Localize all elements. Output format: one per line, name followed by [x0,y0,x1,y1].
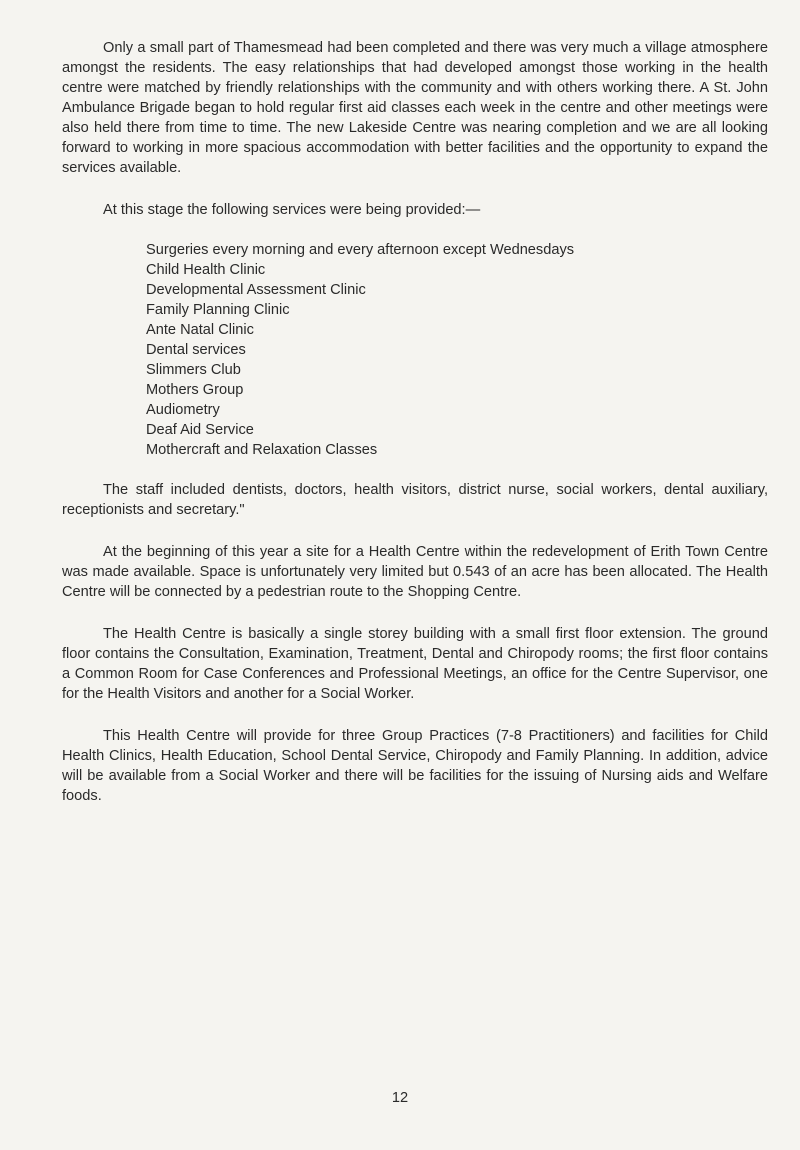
paragraph-thamesmead: Only a small part of Thamesmead had been completed and there was very much a village atmosphere amongst the residents. The easy relationships that had developed amongst those working in the health centre were matched by friendly relationships with the community and with others working there. A St. John Ambulance Brigade began to hold regular first aid classes each week in the centre and other meetings were also held there from time to time. The new Lakeside Centre was nearing completion and we are all looking forward to working in more spacious accommodation with better facilities and the opportunity to expand the services available. [62,40,768,176]
service-item: Mothers Group [146,382,244,398]
service-item: Family Planning Clinic [146,302,290,318]
paragraph-staff: The staff included dentists, doctors, health visitors, district nurse, social workers, dental auxiliary, receptionists and secretary." [62,482,768,518]
service-item: Deaf Aid Service [146,422,254,438]
services-intro: At this stage the following services were being provided:— [103,202,481,218]
service-item: Mothercraft and Relaxation Classes [146,442,378,458]
service-item: Child Health Clinic [146,262,266,278]
service-item: Developmental Assessment Clinic [146,282,366,298]
services-list [146,240,768,460]
service-item: Audiometry [146,402,220,418]
paragraph-building: The Health Centre is basically a single storey building with a small first floor extension. The ground floor contains the Consultation, Examination, Treatment, Dental and Chiropody rooms; the first floor contains a Common Room for Case Conferences and Professional Meetings, an office for the Centre Supervisor, one for the Health Visitors and another for a Social Worker. [62,626,768,702]
service-item: Ante Natal Clinic [146,322,254,338]
paragraph-provision: This Health Centre will provide for three Group Practices (7-8 Practitioners) and facilities for Child Health Clinics, Health Education, School Dental Service, Chiropody and Family Planning. In addition, advice will be available from a Social Worker and there will be facilities for the issuing of Nursing aids and Welfare foods. [62,728,768,804]
document-page [62,38,768,828]
service-item: Surgeries every morning and every afternoon except Wednesdays [146,242,575,258]
paragraph-erith-site: At the beginning of this year a site for a Health Centre within the redevelopment of Erith Town Centre was made available. Space is unfortunately very limited but 0.543 of an acre has been allocated. The Health Centre will be connected by a pedestrian route to the Shopping Centre. [62,544,768,600]
page-number: 12 [391,1090,409,1106]
service-item: Dental services [146,342,246,358]
service-item: Slimmers Club [146,362,241,378]
